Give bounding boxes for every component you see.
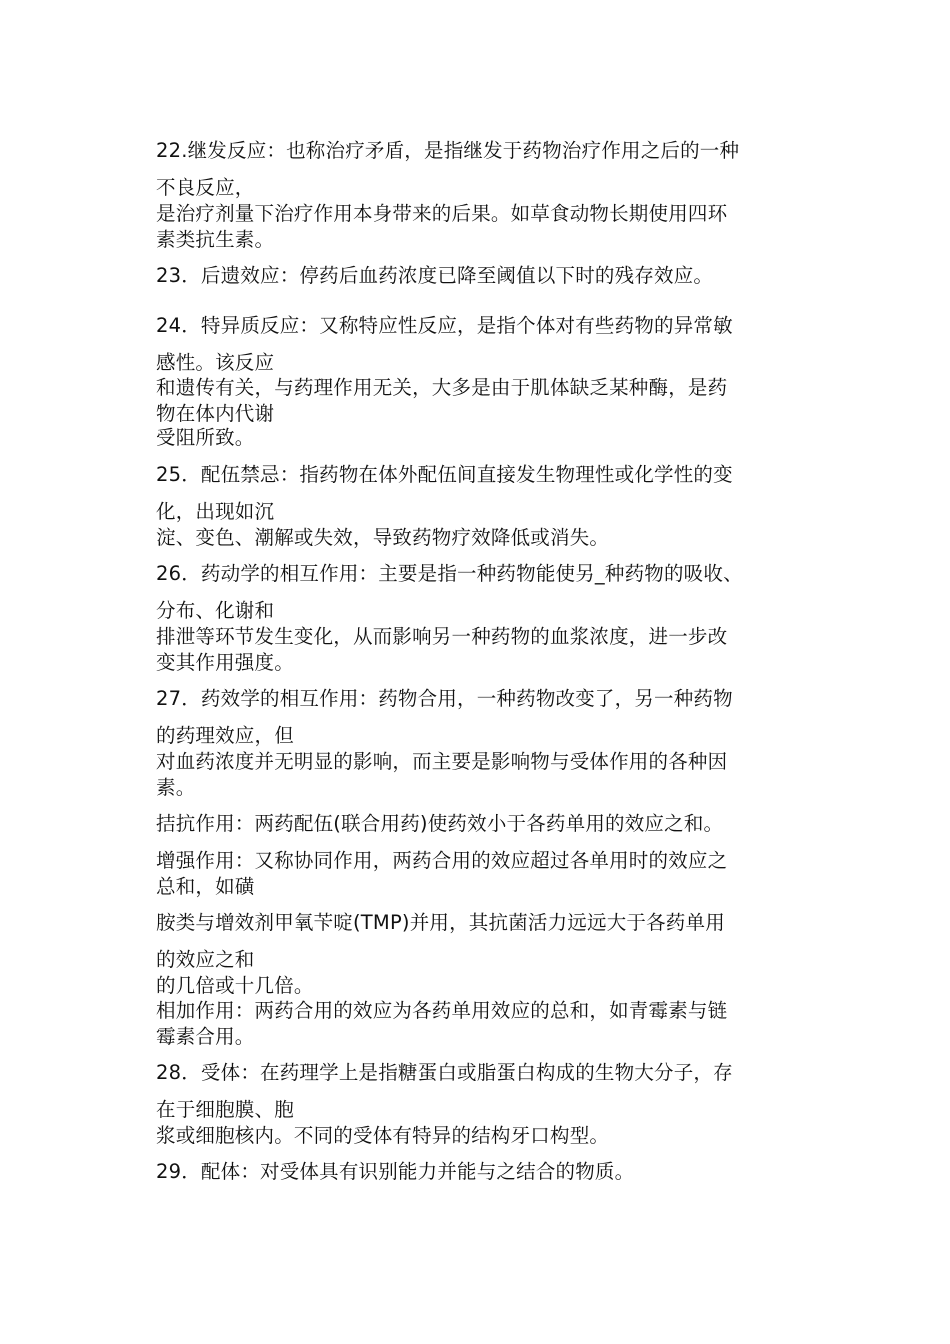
text-line: 排泄等环节发生变化，从而影响另一种药物的血浆浓度，进一步改 bbox=[156, 625, 728, 648]
text-line: 增强作用：又称协同作用，两药合用的效应超过各单用时的效应之 bbox=[156, 849, 728, 872]
text-line: 素类抗生素。 bbox=[156, 228, 275, 251]
text-line: 化，出现如沉 bbox=[156, 500, 275, 523]
text-line: 总和，如磺 bbox=[156, 875, 255, 898]
text-line: 在于细胞膜、胞 bbox=[156, 1098, 294, 1121]
text-line: 28．受体：在药理学上是指糖蛋白或脂蛋白构成的生物大分子，存 bbox=[156, 1061, 733, 1084]
text-line: 29．配体：对受体具有识别能力并能与之结合的物质。 bbox=[156, 1160, 635, 1183]
text-line: 的几倍或十几倍。 bbox=[156, 974, 314, 997]
text-line: 分布、化谢和 bbox=[156, 599, 275, 622]
text-line: 感性。该反应 bbox=[156, 351, 275, 374]
text-line: 对血药浓度并无明显的影响，而主要是影响物与受体作用的各种因 bbox=[156, 750, 728, 773]
text-line: 霉素合用。 bbox=[156, 1025, 255, 1048]
text-line: 淀、变色、潮解或失效，导致药物疗效降低或消失。 bbox=[156, 526, 610, 549]
text-line: 物在体内代谢 bbox=[156, 402, 275, 425]
text-line: 不良反应， bbox=[156, 176, 255, 199]
text-line: 拮抗作用：两药配伍(联合用药)使药效小于各药单用的效应之和。 bbox=[156, 812, 724, 835]
text-line: 素。 bbox=[156, 776, 196, 799]
text-line: 是治疗剂量下治疗作用本身带来的后果。如草食动物长期使用四环 bbox=[156, 202, 728, 225]
text-line: 相加作用：两药合用的效应为各药单用效应的总和，如青霉素与链 bbox=[156, 999, 728, 1022]
text-line: 胺类与增效剂甲氧苄啶(TMP)并用，其抗菌活力远远大于各药单用 bbox=[156, 911, 725, 934]
text-line: 受阻所致。 bbox=[156, 426, 255, 449]
text-line: 24．特异质反应：又称特应性反应，是指个体对有些药物的异常敏 bbox=[156, 314, 733, 337]
text-line: 26．药动学的相互作用：主要是指一种药物能使另_种药物的吸收、 bbox=[156, 562, 743, 585]
text-line: 浆或细胞核内。不同的受体有特异的结构牙口构型。 bbox=[156, 1124, 610, 1147]
text-line: 的效应之和 bbox=[156, 948, 255, 971]
text-line: 22.继发反应：也称治疗矛盾，是指继发于药物治疗作用之后的一种 bbox=[156, 139, 740, 162]
text-line: 和遗传有关，与药理作用无关，大多是由于肌体缺乏某种酶，是药 bbox=[156, 376, 728, 399]
text-line: 变其作用强度。 bbox=[156, 651, 294, 674]
text-line: 27．药效学的相互作用：药物合用，一种药物改变了，另一种药物 bbox=[156, 687, 733, 710]
text-line: 23．后遗效应：停药后血药浓度已降至阈值以下时的残存效应。 bbox=[156, 264, 714, 287]
text-line: 的药理效应，但 bbox=[156, 724, 294, 747]
text-line: 25．配伍禁忌：指药物在体外配伍间直接发生物理性或化学性的变 bbox=[156, 463, 733, 486]
